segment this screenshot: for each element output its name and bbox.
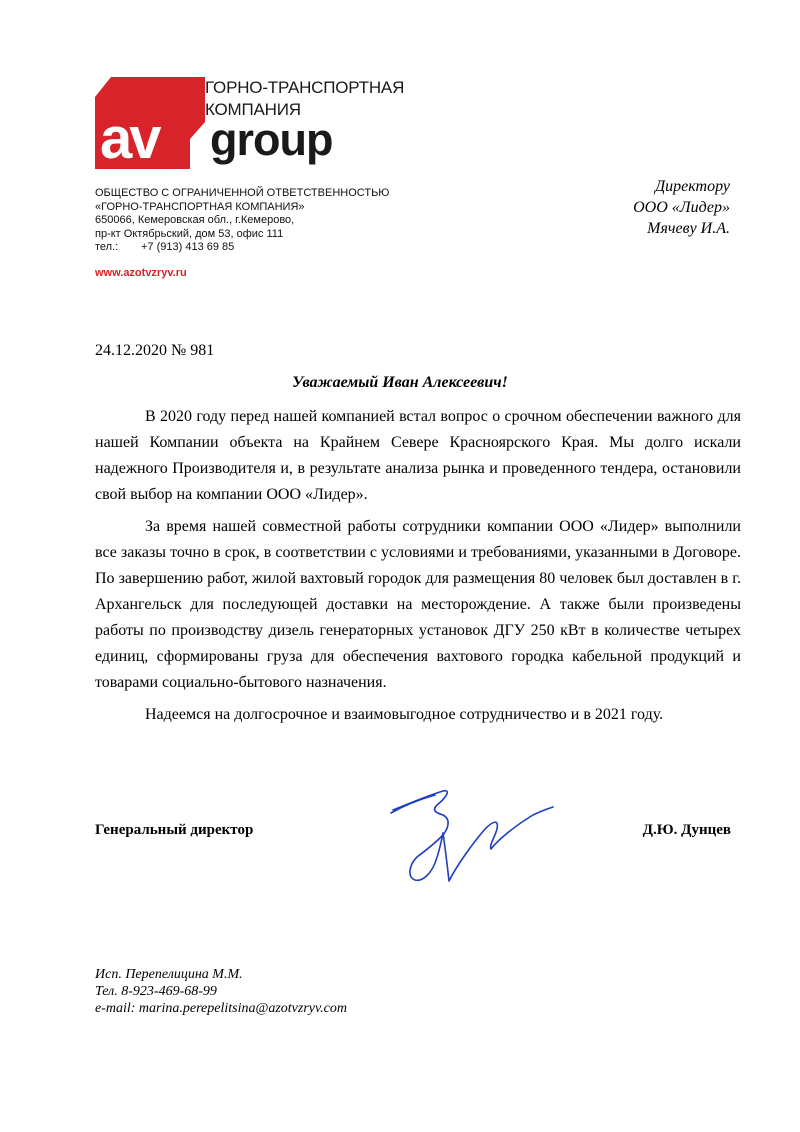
phone-row xyxy=(95,241,389,255)
company-line: «ГОРНО-ТРАНСПОРТНАЯ КОМПАНИЯ» xyxy=(95,200,305,213)
phone-label: тел.: xyxy=(95,241,119,253)
body-paragraph: Надеемся на долгосрочное и взаимовыгодное сотрудничество и в 2021 году. xyxy=(145,706,664,723)
company-line: ОБЩЕСТВО С ОГРАНИЧЕННОЙ ОТВЕТСТВЕННОСТЬЮ xyxy=(95,187,390,199)
executor-phone: Тел. 8-923-469-68-99 xyxy=(95,984,217,999)
executor-name: Исп. Перепелицина М.М. xyxy=(95,967,243,982)
recipient-company: ООО «Лидер» xyxy=(633,199,730,216)
body-paragraph: За время нашей совместной работы сотрудники компании ООО «Лидер» выполнили все заказы точно в срок, в соответствии с условиями и требованиями, указанными в Договоре. По завершению работ, жилой вахтовый городок для размещения 80 человек был доставлен в г. Архангельск для последующей доставки на месторождение. А также были произведены работы по производству дизель генераторных установок ДГУ 250 кВт в количестве четырех единиц, сформированы груза для обеспечения вахтового городка кабельной продукций и товарами социально-бытового назначения. xyxy=(95,518,741,691)
executor-footer xyxy=(95,966,347,1017)
recipient-position: Директору xyxy=(655,178,730,195)
letter-date-number: 24.12.2020 № 981 xyxy=(95,342,215,359)
handwritten-signature xyxy=(385,785,560,890)
signatory-title: Генеральный директор xyxy=(95,822,254,838)
phone-value: +7 (913) 413 69 85 xyxy=(141,241,235,253)
address-line: пр-кт Октябрьский, дом 53, офис 111 xyxy=(95,227,284,240)
logo-av: av xyxy=(100,106,159,171)
letter-body xyxy=(95,404,741,734)
signatory-name: Д.Ю. Дунцев xyxy=(642,822,731,838)
recipient-name: Мячеву И.А. xyxy=(647,220,730,237)
recipient-block xyxy=(633,176,730,239)
body-paragraph: В 2020 году перед нашей компанией встал вопрос о срочном обеспечении важного для нашей Компании объекта на Крайнем Севере Красноярского Края. Мы долго искали надежного Производителя и, в результате анализа рынка и проведенного тендера, остановили свой выбор на компании ООО «Лидер». xyxy=(95,408,741,503)
website-link[interactable]: www.azotvzryv.ru xyxy=(95,267,187,279)
logo-tagline-line-1: ГОРНО-ТРАНСПОРТНАЯ xyxy=(205,78,405,97)
company-logo xyxy=(95,77,415,177)
logo-tagline-line-2: КОМПАНИЯ xyxy=(205,100,301,119)
address-line: 650066, Кемеровская обл., г.Кемерово, xyxy=(95,214,295,226)
logo-group: group xyxy=(210,114,333,165)
executor-email[interactable]: e-mail: marina.perepelitsina@azotvzryv.com xyxy=(95,1001,347,1016)
company-details xyxy=(95,187,389,255)
salutation: Уважаемый Иван Алексеевич! xyxy=(292,374,508,391)
